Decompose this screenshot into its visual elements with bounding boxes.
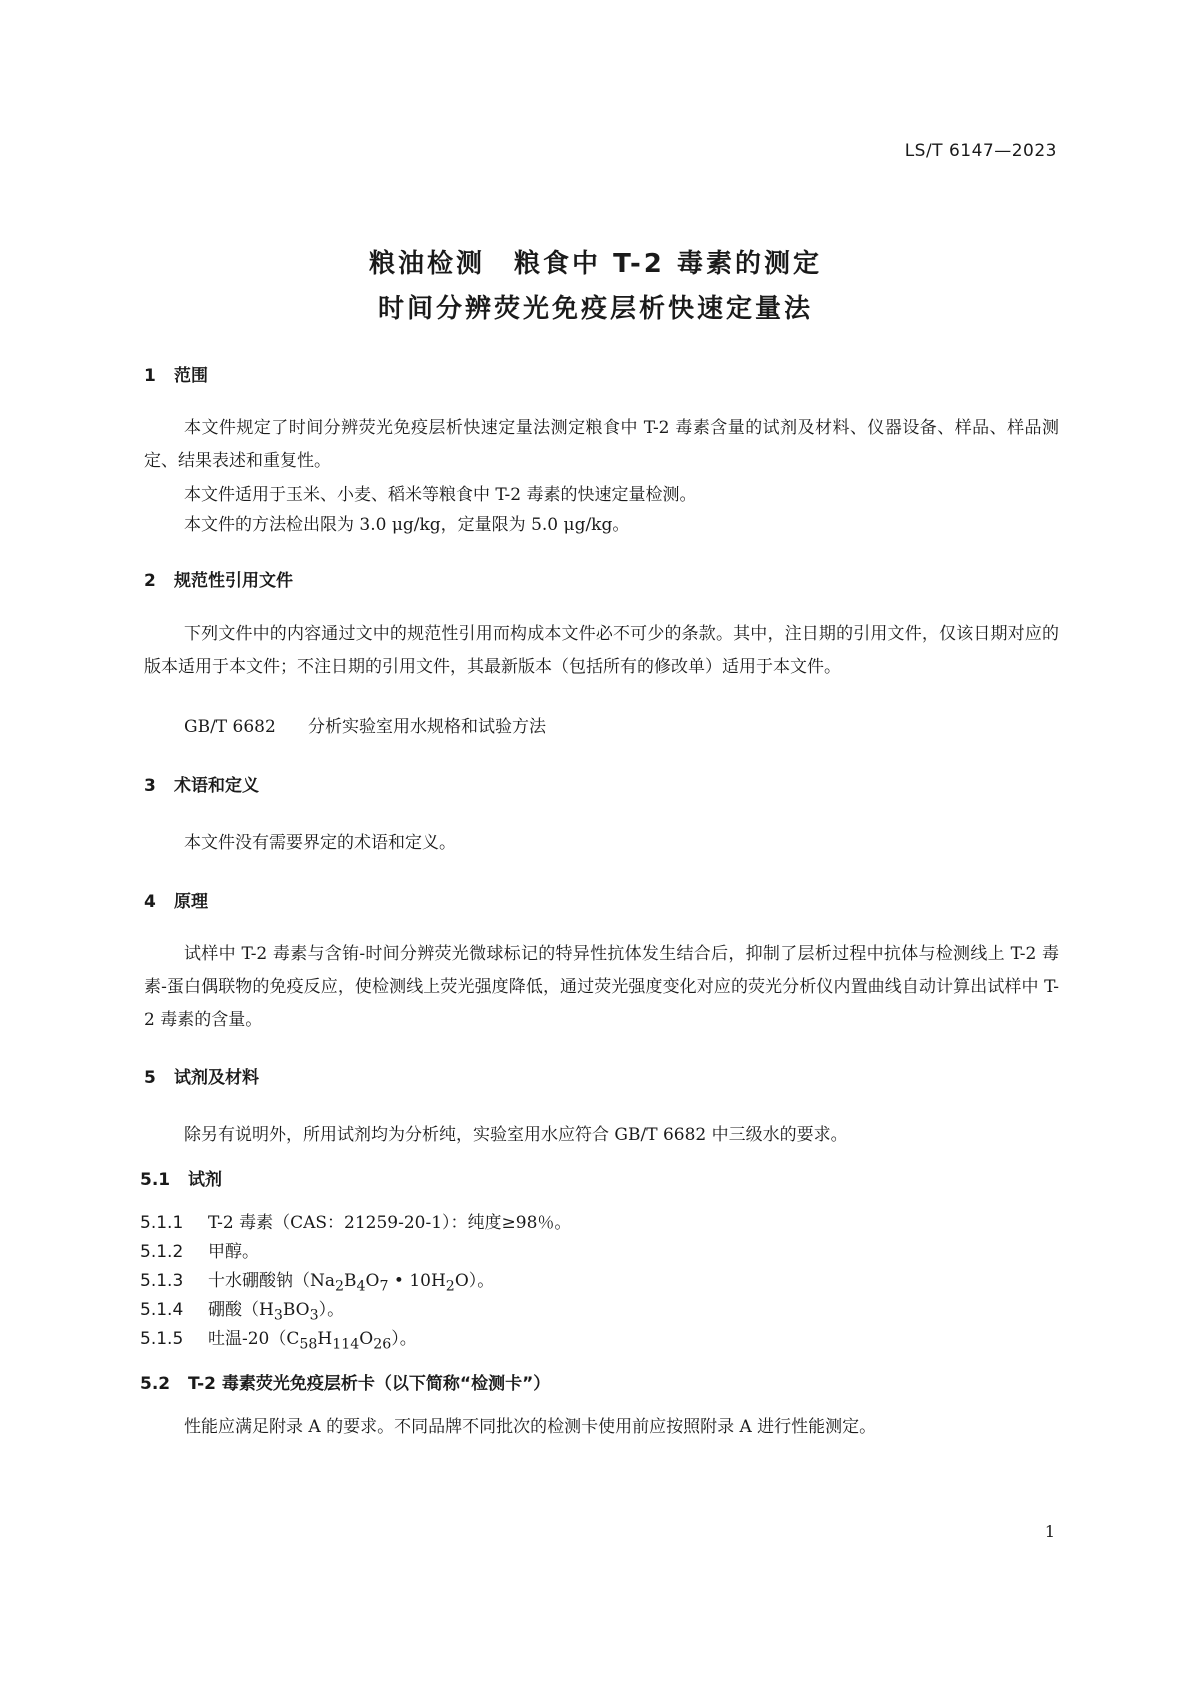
section-4-paragraph-1: 试样中 T-2 毒素与含铕-时间分辨荧光微球标记的特异性抗体发生结合后，抑制了层析过程中抗体与检测线上 T-2 毒素-蛋白偶联物的免疫反应，使检测线上荧光强度降低，通过荧光强度变化对应的荧光分析仪内置曲线自动计算出试样中 T-2 毒素的含量。	[144, 944, 1059, 1030]
reagent-item	[140, 1295, 344, 1323]
reference-title: 分析实验室用水规格和试验方法	[308, 717, 546, 737]
subsection-number: 5.2	[140, 1374, 171, 1394]
section-3-paragraph-1: 本文件没有需要界定的术语和定义。	[184, 833, 456, 853]
section-2-paragraph-1: 下列文件中的内容通过文中的规范性引用而构成本文件必不可少的条款。其中，注日期的引用文件，仅该日期对应的版本适用于本文件；不注日期的引用文件，其最新版本（包括所有的修改单）适用于本文件。	[144, 624, 1059, 677]
subsection-5-2-paragraph: 性能应满足附录 A 的要求。不同品牌不同批次的检测卡使用前应按照附录 A 进行性能测定。	[184, 1417, 877, 1437]
subsection-title: 试剂	[188, 1170, 222, 1190]
section-2-heading	[144, 566, 293, 591]
item-number: 5.1.5	[140, 1329, 184, 1349]
reagent-item	[140, 1237, 259, 1262]
section-1-heading	[144, 361, 208, 386]
section-number: 2	[144, 571, 156, 591]
reagent-item	[140, 1324, 417, 1352]
section-3-heading	[144, 771, 259, 796]
section-title: 原理	[174, 892, 208, 912]
item-number: 5.1.2	[140, 1242, 184, 1262]
section-number: 1	[144, 366, 156, 386]
page-number: 1	[1044, 1522, 1055, 1541]
item-number: 5.1.1	[140, 1213, 184, 1233]
standard-code: LS/T 6147—2023	[904, 141, 1057, 161]
section-5-heading	[144, 1063, 259, 1088]
item-text: 硼酸$(H_3BO_3)$。	[208, 1300, 345, 1324]
title-line-1: 粮油检测 粮食中 T-2 毒素的测定	[369, 249, 822, 279]
item-number: 5.1.3	[140, 1271, 184, 1291]
section-1-paragraph-2: 本文件适用于玉米、小麦、稻米等粮食中 T-2 毒素的快速定量检测。	[184, 485, 697, 505]
section-title: 规范性引用文件	[174, 571, 293, 591]
normative-reference	[184, 712, 546, 737]
item-text: 吐温$-20(C_{58}H_{114}O_{26})$。	[208, 1329, 417, 1353]
item-number: 5.1.4	[140, 1300, 184, 1320]
section-5-paragraph-1: 除另有说明外，所用试剂均为分析纯，实验室用水应符合 GB/T 6682 中三级水的要求。	[184, 1125, 848, 1145]
item-text: T-2 毒素（CAS：21259-20-1）：纯度≥98％。	[208, 1213, 572, 1233]
reagent-item	[140, 1208, 571, 1233]
section-1-paragraph-3: 本文件的方法检出限为 3.0 μg/kg，定量限为 5.0 μg/kg。	[184, 515, 630, 535]
section-title: 术语和定义	[174, 776, 259, 796]
section-4-heading	[144, 887, 208, 912]
subsection-5-2-heading	[140, 1369, 550, 1394]
section-number: 5	[144, 1068, 156, 1088]
subsection-5-1-heading	[140, 1165, 222, 1190]
item-text: 甲醇。	[208, 1242, 259, 1262]
title-line-2: 时间分辨荧光免疫层析快速定量法	[377, 294, 813, 324]
subsection-number: 5.1	[140, 1170, 171, 1190]
section-number: 4	[144, 892, 156, 912]
section-title: 试剂及材料	[174, 1068, 259, 1088]
section-number: 3	[144, 776, 156, 796]
subsection-title: T-2 毒素荧光免疫层析卡（以下简称“检测卡”）	[188, 1374, 551, 1394]
section-title: 范围	[174, 366, 208, 386]
section-1-paragraph-1: 本文件规定了时间分辨荧光免疫层析快速定量法测定粮食中 T-2 毒素含量的试剂及材料、仪器设备、样品、样品测定、结果表述和重复性。	[144, 418, 1059, 471]
item-text: 十水硼酸钠（$Na_2B_4O_7$ • $10H_2O$）。	[208, 1271, 495, 1295]
reagent-item	[140, 1266, 494, 1294]
reference-code: GB/T 6682	[184, 717, 276, 737]
